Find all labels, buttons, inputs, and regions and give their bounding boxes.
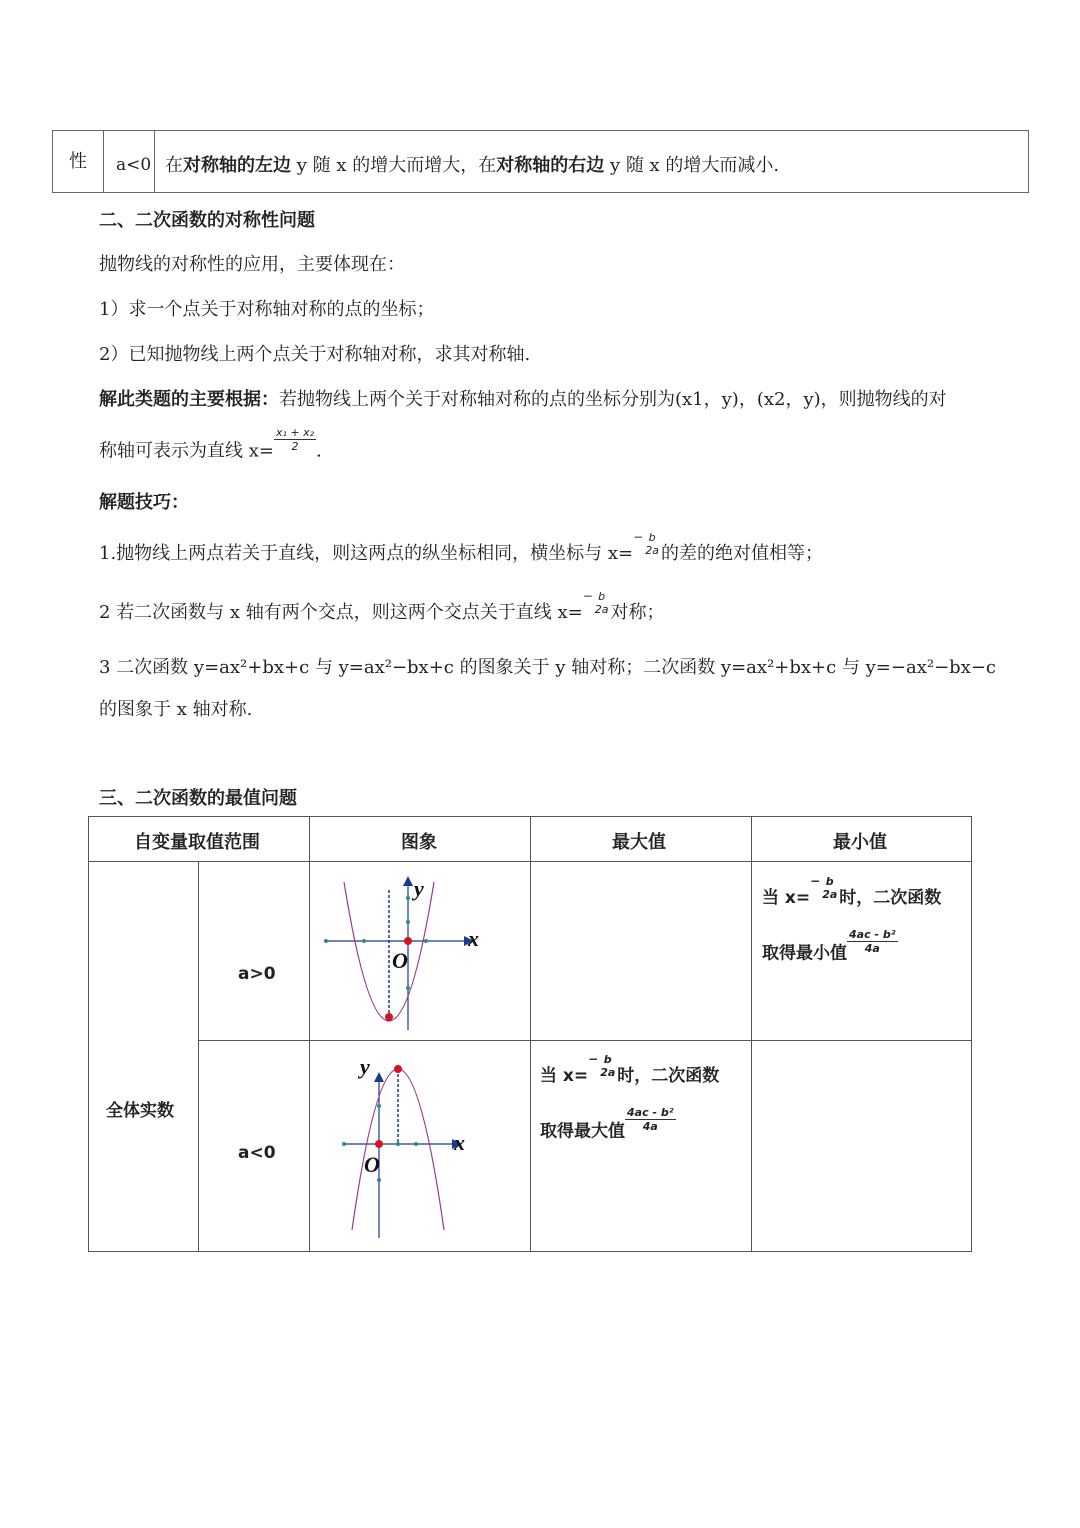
tip2-a: 2 若二次函数与 x 轴有两个交点，则这两个交点关于直线 x= <box>99 602 583 623</box>
frac-b-2a <box>598 1053 617 1079</box>
frac-num: x₁ + x₂ <box>275 426 315 439</box>
desc-bold-right: 对称轴的右边 <box>496 155 605 176</box>
desc-bold-left: 对称轴的左边 <box>183 155 291 176</box>
section3-heading: 三、二次函数的最值问题 <box>99 788 297 809</box>
tick-point <box>324 939 328 943</box>
frac-den: 2a <box>594 603 609 616</box>
property-label-cell <box>53 131 104 192</box>
frac-num: b <box>825 875 834 888</box>
frac-den: 2a <box>645 544 659 557</box>
y-axis-arrow-icon <box>403 876 413 886</box>
frac-den: 4a <box>642 1120 658 1133</box>
tip3-line1: 3 二次函数 y=ax²+bx+c 与 y=ax²−bx+c 的图象关于 y 轴对称；二次函数 y=ax²+bx+c 与 y=−ax²−bx−c <box>99 657 996 678</box>
tip2 <box>99 589 665 624</box>
minus-sign: − <box>582 589 593 603</box>
vertex-point <box>394 1065 402 1073</box>
header-min: 最小值 <box>833 832 887 853</box>
frac-num: b <box>598 590 606 603</box>
tip2-b: 对称； <box>610 602 665 623</box>
tick-point <box>362 939 366 943</box>
frac-den: 2a <box>600 1066 616 1079</box>
when-x: 当 x= <box>762 888 811 908</box>
tick-point <box>406 896 410 900</box>
condition-label: a<0 <box>116 155 152 175</box>
origin-label: O <box>392 948 408 973</box>
max-condition <box>540 1052 719 1086</box>
section2-item2: 2）已知抛物线上两个点关于对称轴对称，求其对称轴. <box>99 344 531 365</box>
tip3-line2: 的图象于 x 轴对称. <box>99 699 253 720</box>
frac-b-2a <box>643 531 661 557</box>
min-text: 取得最小值 <box>762 943 847 964</box>
max-text: 取得最大值 <box>540 1121 625 1142</box>
header-graph: 图象 <box>401 832 437 853</box>
tip1 <box>99 530 823 565</box>
tick-point <box>396 1142 400 1146</box>
x-label: x <box>468 926 479 951</box>
frac-den: 2 <box>291 440 299 453</box>
tip1-a: 1.抛物线上两点若关于直线，则这两点的纵坐标相同，横坐标与 x= <box>99 543 634 564</box>
basis-label: 解此类题的主要根据： <box>99 389 279 410</box>
y-axis-arrow-icon <box>374 1072 384 1082</box>
max-value <box>540 1106 676 1142</box>
frac-num: 4ac - b² <box>849 928 896 941</box>
desc-part: y 随 x 的增大而减小. <box>604 155 780 176</box>
desc-part: y 随 x 的增大而增大，在 <box>291 155 497 176</box>
parabola-curve <box>352 1069 444 1230</box>
property-table-row <box>52 130 1029 193</box>
header-max: 最大值 <box>612 832 666 853</box>
basis-cont-line <box>99 426 322 463</box>
tick-point <box>424 939 428 943</box>
basis-line <box>99 385 947 411</box>
tick-point <box>406 920 410 924</box>
tick-point <box>414 1142 418 1146</box>
minus-sign: − <box>588 1052 599 1066</box>
basis-cont: 称轴可表示为直线 x= <box>99 440 274 462</box>
frac-num: b <box>648 531 656 544</box>
section2-heading: 二、二次函数的对称性问题 <box>99 210 315 231</box>
origin-point <box>404 937 412 945</box>
graph-upward-parabola <box>316 870 526 1036</box>
case-a-negative: a<0 <box>238 1143 276 1163</box>
extremum-table <box>88 816 972 1252</box>
y-label: y <box>414 876 424 901</box>
vertex-point <box>385 1013 393 1021</box>
frac-b-2a <box>820 875 839 901</box>
basis-end: . <box>316 440 322 462</box>
property-label: 性 <box>69 151 87 172</box>
tick-point <box>377 1178 381 1182</box>
desc-part: 在 <box>165 155 183 176</box>
section2-item1: 1）求一个点关于对称轴对称的点的坐标； <box>99 299 435 320</box>
property-description <box>165 151 779 177</box>
header-range: 自变量取值范围 <box>134 832 260 853</box>
frac-den: 2a <box>822 888 838 901</box>
range-all-reals: 全体实数 <box>106 1101 174 1121</box>
condition-cell <box>103 131 155 192</box>
graph-downward-parabola <box>316 1048 526 1248</box>
origin-label: O <box>364 1152 380 1177</box>
min-condition <box>762 874 941 908</box>
case-a-positive: a>0 <box>238 964 276 984</box>
tick-point <box>342 1142 346 1146</box>
when-end: 时，二次函数 <box>617 1066 720 1086</box>
frac-num: 4ac - b² <box>627 1106 674 1119</box>
minus-sign: − <box>810 874 821 888</box>
when-x: 当 x= <box>540 1066 589 1086</box>
frac-min-value <box>847 928 898 955</box>
frac-den: 4a <box>864 942 880 955</box>
tick-point <box>406 986 410 990</box>
frac-num: b <box>603 1053 612 1066</box>
basis-text: 若抛物线上两个关于对称轴对称的点的坐标分别为(x1，y)，(x2，y)，则抛物线的对 <box>279 389 947 410</box>
frac-max-value <box>625 1106 676 1133</box>
tips-label: 解题技巧： <box>99 492 189 513</box>
tick-point <box>377 1104 381 1108</box>
x-label: x <box>454 1130 465 1155</box>
tip1-b: 的差的绝对值相等； <box>660 543 823 564</box>
when-end: 时，二次函数 <box>839 888 942 908</box>
y-label: y <box>360 1054 370 1079</box>
section2-intro: 抛物线的对称性的应用，主要体现在： <box>99 254 405 275</box>
minus-sign: − <box>633 530 644 544</box>
axis-fraction <box>274 426 316 453</box>
min-value <box>762 928 898 964</box>
frac-b-2a <box>593 590 611 616</box>
origin-point <box>375 1140 383 1148</box>
